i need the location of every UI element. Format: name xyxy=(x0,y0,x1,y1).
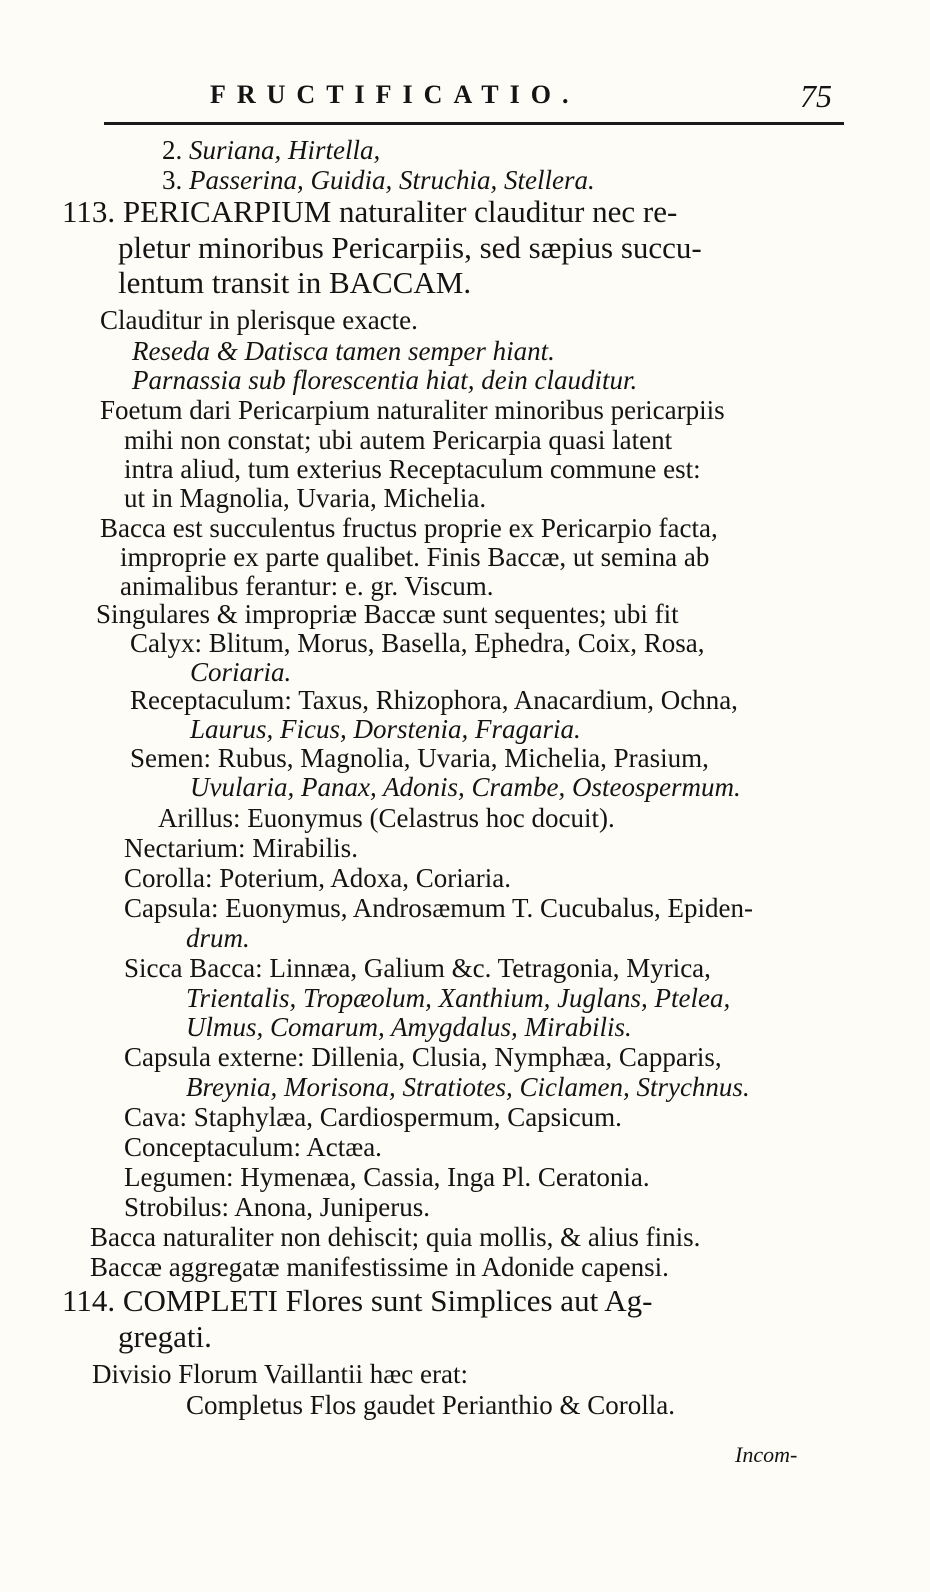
text-line: Cava: Staphylæa, Cardiospermum, Capsicum. xyxy=(124,1102,622,1132)
text-line: Receptaculum: Taxus, Rhizophora, Anacardium, Ochna, xyxy=(130,685,738,715)
text-line: drum. xyxy=(186,923,250,953)
list-item: 3. Passerina, Guidia, Struchia, Stellera. xyxy=(162,165,595,195)
text-line: Arillus: Euonymus (Celastrus hoc docuit). xyxy=(158,803,615,833)
text-line: mihi non constat; ubi autem Pericarpia quasi latent xyxy=(124,425,673,455)
text-line: Divisio Florum Vaillantii hæc erat: xyxy=(92,1359,468,1389)
text-line: Coriaria. xyxy=(190,657,292,687)
page-number: 75 xyxy=(800,78,832,114)
text-line: ut in Magnolia, Uvaria, Michelia. xyxy=(124,483,487,513)
text-line: gregati. xyxy=(118,1319,212,1354)
catchword: Incom- xyxy=(735,1442,798,1467)
text-line: Strobilus: Anona, Juniperus. xyxy=(124,1192,431,1222)
text-line: Reseda & Datisca tamen semper hiant. xyxy=(132,336,555,366)
section-number: 113. xyxy=(62,194,116,229)
text-line: Singulares & impropriæ Baccæ sunt sequentes; ubi fit xyxy=(96,599,679,629)
text-line: Baccæ aggregatæ manifestissime in Adonide capensi. xyxy=(90,1252,669,1282)
text-line: animalibus ferantur: e. gr. Viscum. xyxy=(120,571,494,601)
text-line: Breynia, Morisona, Stratiotes, Ciclamen, Strychnus. xyxy=(186,1072,750,1102)
paragraph-114: 114. COMPLETI Flores sunt Simplices aut Ag- xyxy=(62,1283,653,1318)
text-line: Parnassia sub florescentia hiat, dein clauditur. xyxy=(132,365,638,395)
text-line: Conceptaculum: Actæa. xyxy=(124,1132,382,1162)
text-line: Semen: Rubus, Magnolia, Uvaria, Michelia, Prasium, xyxy=(130,743,709,773)
text-line: Uvularia, Panax, Adonis, Crambe, Osteospermum. xyxy=(190,772,741,802)
paragraph-113: 113. PERICARPIUM naturaliter clauditur nec re- xyxy=(62,194,678,229)
text-line: Corolla: Poterium, Adoxa, Coriaria. xyxy=(124,863,511,893)
text-line: Nectarium: Mirabilis. xyxy=(124,833,358,863)
text-line: Trientalis, Tropæolum, Xanthium, Juglans, Ptelea, xyxy=(186,983,731,1013)
text-line: Legumen: Hymenæa, Cassia, Inga Pl. Ceratonia. xyxy=(124,1162,650,1192)
text-line: Calyx: Blitum, Morus, Basella, Ephedra, Coix, Rosa, xyxy=(130,628,705,658)
header-rule xyxy=(104,122,844,125)
text-line: Capsula externe: Dillenia, Clusia, Nymphæa, Capparis, xyxy=(124,1042,722,1072)
text-line: intra aliud, tum exterius Receptaculum commune est: xyxy=(124,454,701,484)
running-title: FRUCTIFICATIO. xyxy=(210,80,580,109)
section-number: 114. xyxy=(62,1283,116,1318)
text-line: lentum transit in BACCAM. xyxy=(118,265,472,300)
text-line: Completus Flos gaudet Perianthio & Corolla. xyxy=(186,1390,675,1420)
text-line: improprie ex parte qualibet. Finis Baccæ, ut semina ab xyxy=(120,542,710,572)
list-item: 2. Suriana, Hirtella, xyxy=(162,135,381,165)
text-line: Capsula: Euonymus, Androsæmum T. Cucubalus, Epiden- xyxy=(124,893,753,923)
text-line: Bacca naturaliter non dehiscit; quia mollis, & alius finis. xyxy=(90,1222,701,1252)
text-line: pletur minoribus Pericarpiis, sed sæpius succu- xyxy=(118,230,702,265)
text-line: Bacca est succulentus fructus proprie ex Pericarpio facta, xyxy=(100,513,718,543)
text-line: Ulmus, Comarum, Amygdalus, Mirabilis. xyxy=(186,1012,632,1042)
text-line: Foetum dari Pericarpium naturaliter minoribus pericarpiis xyxy=(100,395,725,425)
text-line: Clauditur in plerisque exacte. xyxy=(100,305,418,335)
text-line: Sicca Bacca: Linnæa, Galium &c. Tetragonia, Myrica, xyxy=(124,953,711,983)
text-line: Laurus, Ficus, Dorstenia, Fragaria. xyxy=(190,714,581,744)
